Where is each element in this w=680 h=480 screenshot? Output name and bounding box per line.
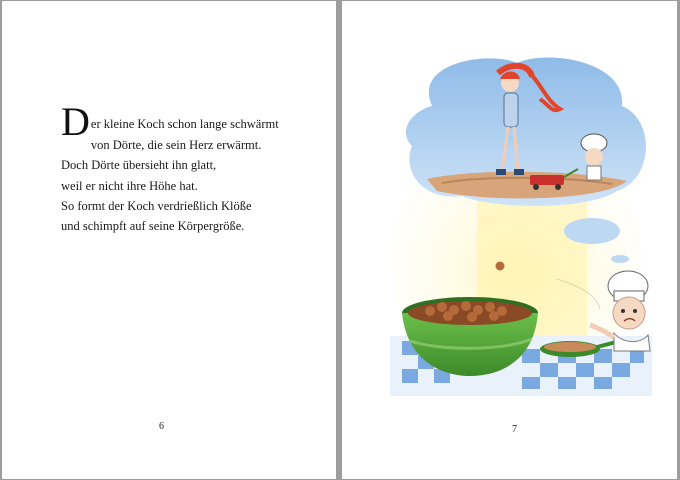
page-number-left: 6 (159, 421, 164, 432)
left-page (2, 1, 336, 479)
flying-dumpling (496, 262, 505, 271)
poem-text (61, 99, 279, 236)
thought-bubble-trail-2 (611, 255, 629, 263)
drop-cap: D (61, 99, 90, 144)
right-page (342, 1, 677, 479)
verse-line-1 (61, 99, 279, 144)
page-number-right: 7 (512, 424, 517, 435)
thought-bubble-trail-1 (564, 218, 620, 244)
chef-illustration (382, 51, 657, 406)
verse-line-6: und schimpft auf seine Körpergröße. (61, 218, 245, 233)
verse-line-1-text: er kleine Koch schon lange schwärmt (90, 117, 279, 131)
verse-line-5: So formt der Koch verdrießlich Klöße (61, 198, 252, 213)
verse-line-4: weil er nicht ihre Höhe hat. (61, 178, 198, 193)
verse-line-2: von Dörte, die sein Herz erwärmt. (90, 138, 262, 153)
verse-line-3: Doch Dörte übersieht ihn glatt, (61, 158, 217, 173)
